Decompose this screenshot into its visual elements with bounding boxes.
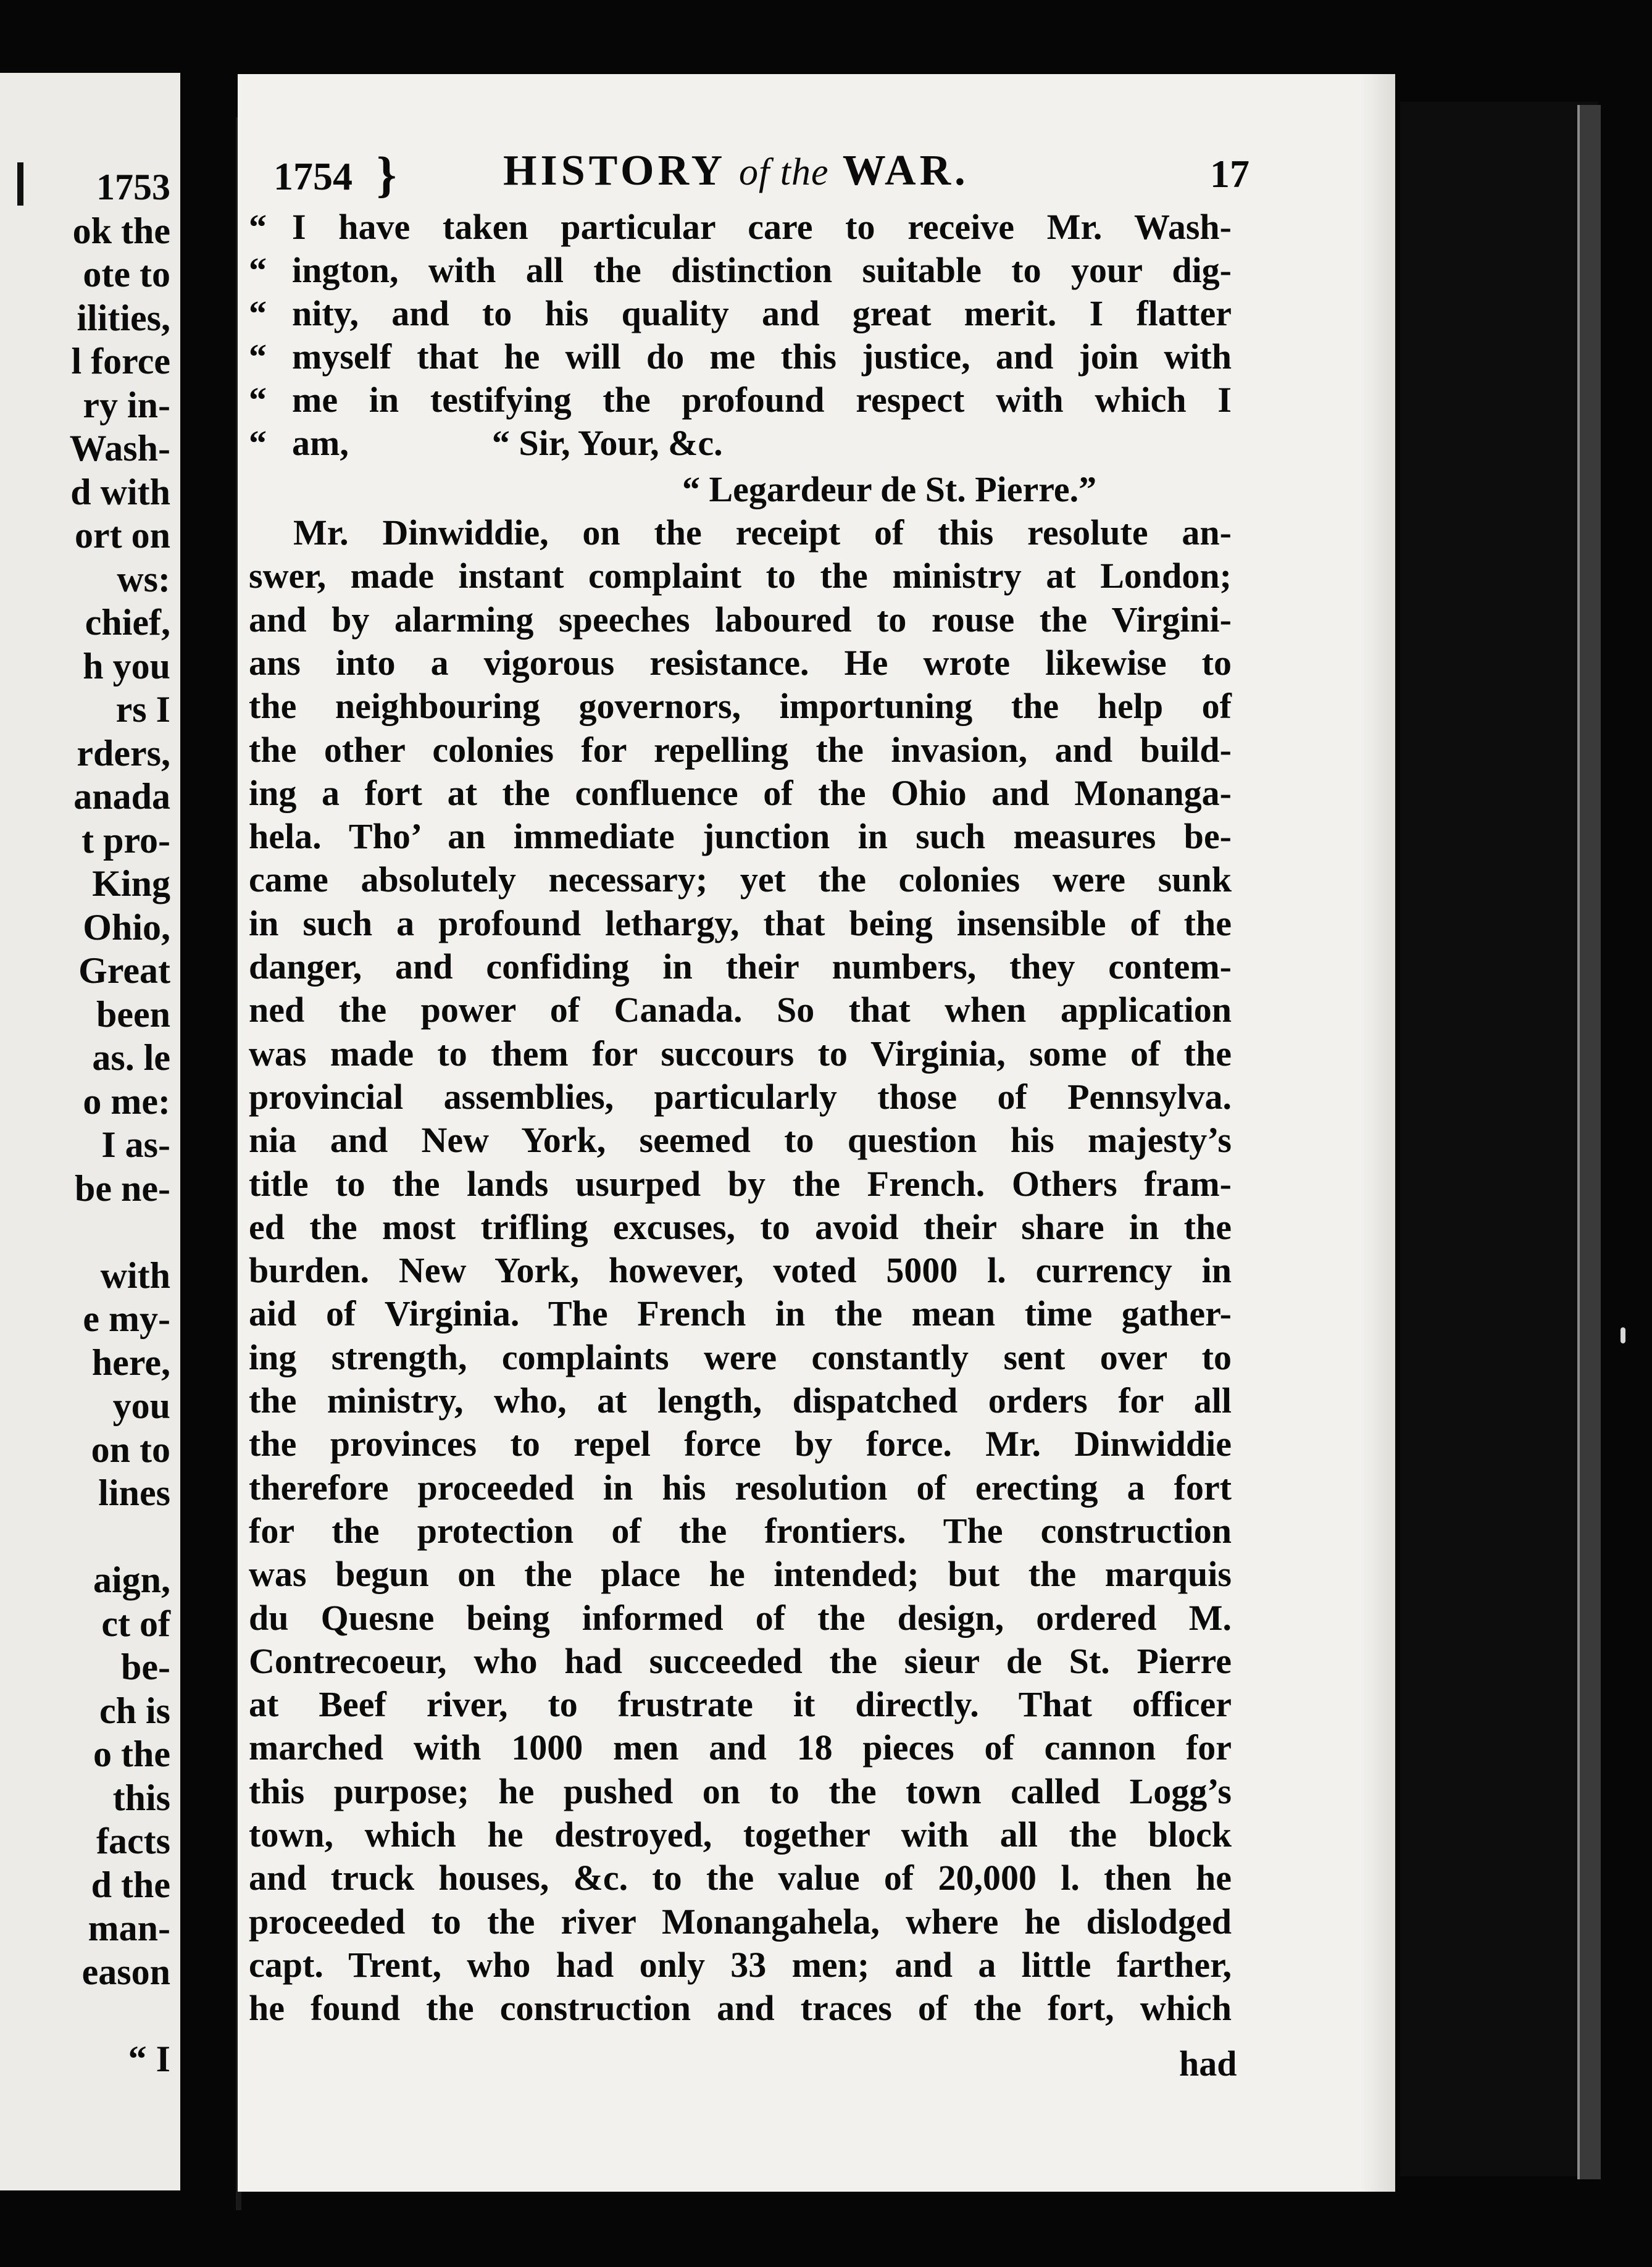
text-line: the provinces to repel force by force. Mr. Dinwiddie [249,1424,1232,1464]
left-page-line: Ohio, [83,906,170,948]
header-title [503,149,969,193]
left-page-line: “ I [128,2038,170,2079]
text-line: proceeded to the river Monangahela, where he dislodged [249,1901,1232,1942]
line-text: I have taken particular care to receive Mr. Wash- [292,207,1232,247]
quote-mark: “ [249,380,267,420]
left-page-line: Wash- [69,428,170,469]
quote-mark: “ [249,293,267,333]
text-line: aid of Virginia. The French in the mean time gather- [249,1293,1232,1334]
left-page-line: facts [96,1821,170,1861]
left-page-bracket-mark [17,162,23,206]
left-page-line: l force [71,341,170,382]
left-page-line: aign, [93,1559,170,1600]
text-line [249,207,1232,248]
left-page-line: d with [70,471,170,512]
running-header [256,146,1395,205]
page-number: 17 [1210,152,1249,196]
text-line: danger, and confiding in their numbers, they contem- [249,946,1232,987]
text-line: he found the construction and traces of the fort, which [249,1988,1232,2029]
left-page-line: ilities, [77,297,170,338]
left-page-line: man- [88,1908,170,1948]
text-line: ned the power of Canada. So that when application [249,990,1232,1030]
left-page-line: ry in- [83,384,170,425]
quote-mark: “ [249,423,267,463]
text-line: nia and New York, seemed to question his majesty’s [249,1120,1232,1161]
header-year: 1754 [273,154,353,198]
left-page-line: h you [83,645,170,687]
text-line: therefore proceeded in his resolution of erecting a fort [249,1467,1232,1508]
page-block-edge [1577,105,1601,2179]
left-page-line: this [112,1777,170,1818]
text-line: the ministry, who, at length, dispatched orders for all [249,1380,1232,1421]
left-page-line: be- [121,1647,170,1687]
quote-mark: “ [249,207,267,247]
text-line: ing strength, complaints were constantly sent over to [249,1337,1232,1377]
left-page-line: here, [91,1342,170,1383]
text-line: ed the most trifling excuses, to avoid their share in the [249,1206,1232,1247]
text-line: was made to them for succours to Virginia, some of the [249,1033,1232,1074]
text-line: marched with 1000 men and 18 pieces of cannon for [249,1727,1232,1768]
left-page-line: King [92,863,170,904]
text-line [249,423,1232,464]
text-line: this purpose; he pushed on to the town called Logg’s [249,1771,1232,1811]
text-line: for the protection of the frontiers. The construction [249,1510,1232,1551]
text-line: town, which he destroyed, together with all the block [249,1814,1232,1855]
text-line: provincial assemblies, particularly those of Pennsylva. [249,1076,1232,1117]
header-brace: } [377,146,397,202]
left-page-line: 1753 [96,167,170,207]
left-page-line: o me: [83,1080,170,1122]
facing-page-dark-margin [1400,102,1598,2176]
text-line [249,380,1232,420]
text-line [249,250,1232,291]
text-line: came absolutely necessary; yet the colonies were sunk [249,859,1232,900]
header-title-of-the: of the [739,151,829,193]
left-page-line: o the [93,1734,170,1774]
text-line: “ Legardeur de St. Pierre.” [682,469,1097,509]
left-page-line: eason [81,1951,170,1992]
text-line: the other colonies for repelling the invasion, and build- [249,729,1232,770]
quote-mark: “ [249,250,267,290]
line-text: nity, and to his quality and great merit. I flatter [292,293,1232,333]
left-page-line: Great [78,950,170,991]
header-title-war: WAR. [842,147,969,194]
left-page-line: t pro- [81,819,170,861]
text-line: ing a fort at the confluence of the Ohio and Monanga- [249,772,1232,813]
text-line [249,336,1232,377]
header-title-history: HISTORY [503,147,725,194]
text-line: Contrecoeur, who had succeeded the sieur de St. Pierre [249,1640,1232,1681]
text-line: ans into a vigorous resistance. He wrote likewise to [249,642,1232,683]
catchword: had [1179,2044,1237,2084]
text-line: du Quesne being informed of the design, ordered M. [249,1597,1232,1638]
left-page-line: be ne- [75,1167,170,1209]
text-line: was begun on the place he intended; but the marquis [249,1554,1232,1595]
left-page-line: anada [73,776,170,817]
left-page-line: ok the [72,210,170,251]
left-page-line: you [112,1385,170,1426]
left-page-line: with [100,1255,170,1296]
text-line: title to the lands usurped by the French. Others fram- [249,1163,1232,1204]
left-page-line: on to [91,1429,170,1470]
left-page-line: rs I [115,689,170,730]
left-page-line: ote to [83,254,170,294]
text-line: capt. Trent, who had only 33 men; and a little farther, [249,1944,1232,1985]
text-line: in such a profound lethargy, that being insensible of the [249,903,1232,943]
line-text: am, “ Sir, Your, &c. [292,423,723,463]
text-line: and by alarming speeches laboured to rouse the Virgini- [249,599,1232,640]
text-line: and truck houses, &c. to the value of 20,000 l. then he [249,1858,1232,1898]
left-page-line: I as- [101,1124,170,1165]
left-page-line: ch is [99,1690,170,1731]
text-line [249,293,1232,334]
quote-mark: “ [249,336,267,377]
scan-artifact [1621,1327,1625,1343]
left-page-fragment [0,73,180,2190]
text-line: Mr. Dinwiddie, on the receipt of this resolute an- [293,512,1232,553]
text-line: at Beef river, to frustrate it directly. That officer [249,1684,1232,1725]
left-page-line: ct of [101,1603,170,1644]
text-line: hela. Tho’ an immediate junction in such measures be- [249,816,1232,857]
page-edge-shading [1361,74,1395,2192]
left-page-line: as. le [92,1037,170,1078]
line-text: me in testifying the profound respect with which I [292,380,1232,420]
left-page-line: lines [98,1472,170,1513]
text-line: swer, made instant complaint to the ministry at London; [249,556,1232,596]
text-line: the neighbouring governors, importuning the help of [249,686,1232,727]
left-page-line: chief, [85,602,170,643]
left-page-line: rders, [77,732,170,774]
left-page-line: e my- [83,1298,170,1339]
text-line: burden. New York, however, voted 5000 l. currency in [249,1250,1232,1291]
left-page-line: d the [91,1864,170,1905]
book-page [238,74,1395,2192]
line-text: ington, with all the distinction suitable to your dig- [292,250,1232,290]
line-text: myself that he will do me this justice, and join with [292,336,1232,377]
left-page-line: been [96,993,170,1035]
left-page-line: ort on [75,515,170,556]
left-page-line: ws: [117,558,170,599]
